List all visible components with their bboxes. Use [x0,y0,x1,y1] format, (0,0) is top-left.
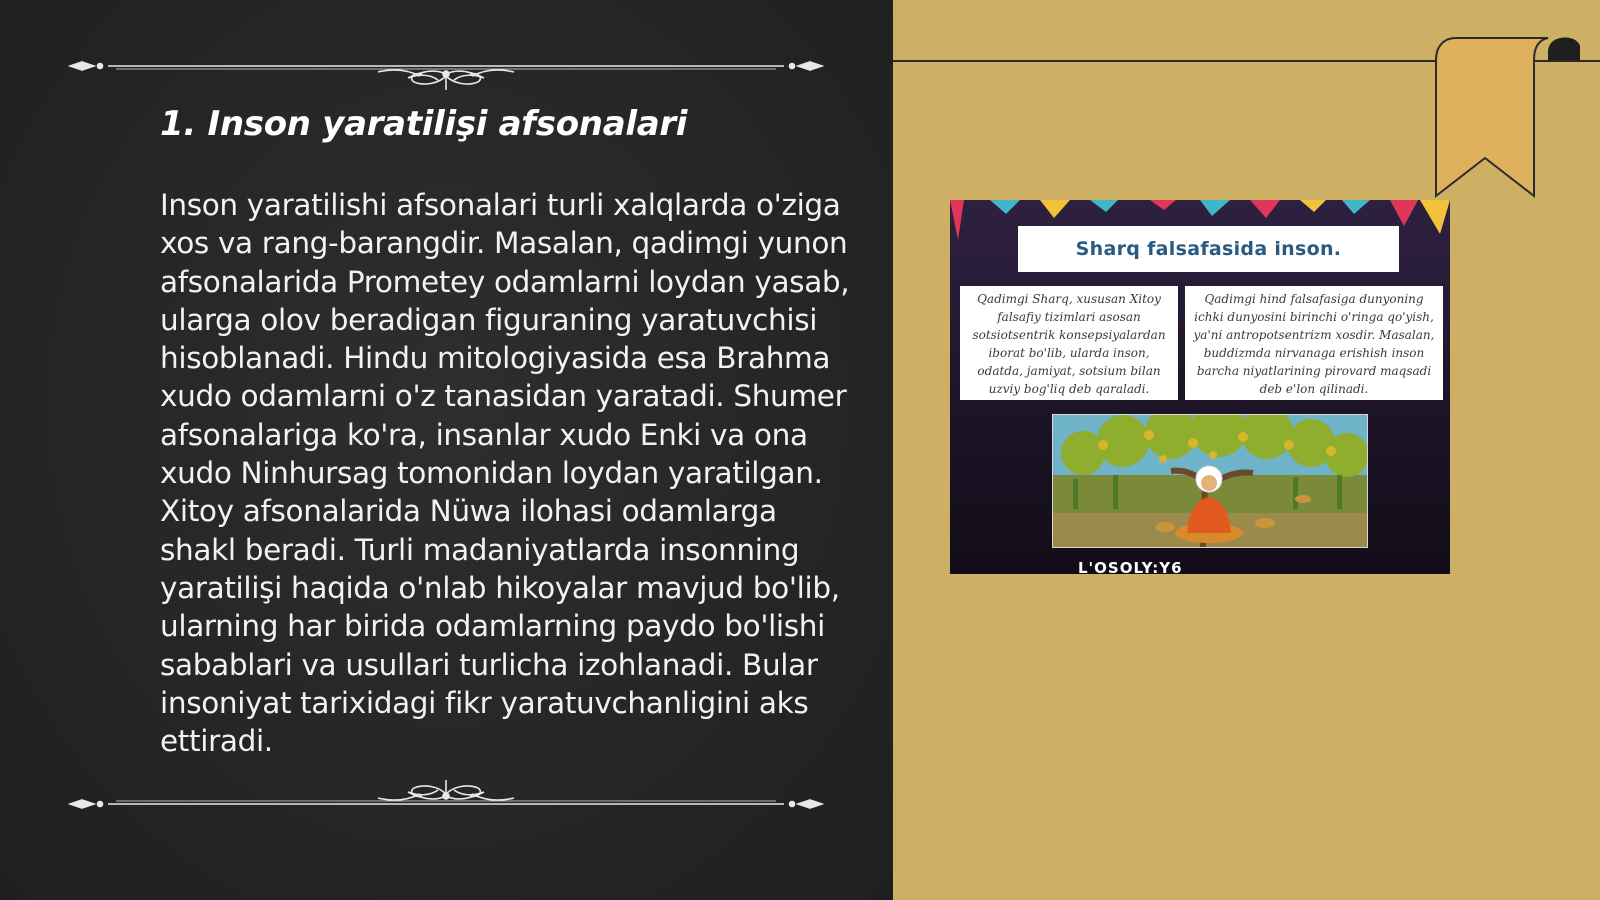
embedded-slide-image [950,200,1450,574]
bottom-ornament-icon [68,780,824,826]
image-footer-text: L'OSOLY:Y6 [1078,559,1183,574]
buddha-painting [1052,414,1368,548]
right-text-card: Qadimgi hind falsafasiga dunyoning ichki dunyosini birinchi o'ringa qo'yish, ya'ni antropotsentrizm xosdir. Masalan, buddizmda nirvanaga erishish inson barcha niyatlarining pirovard maqsadi deb e'lon qilinadi. [1185,286,1443,400]
left-text-card: Qadimgi Sharq, xususan Xitoy falsafiy tizimlari asosan sotsiotsentrik konsepsiyalardan iborat bo'lib, ularda inson, odatda, jamiyat, sotsium bilan uzviy bog'liq deb qaraladi. [960,286,1178,400]
bookmark-ribbon-icon [1430,36,1580,201]
image-heading: Sharq falsafasida inson. [1075,238,1342,260]
image-heading-box [1018,226,1399,272]
body-paragraph: Inson yaratilishi afsonalari turli xalqlarda o'ziga xos va rang-barangdir. Masalan, qadimgi yunon afsonalarida Prometey odamlarni loydan yasab, ularga olov beradigan figuraning yaratuvchisi hisoblanadi. Hindu mitologiyasida esa Brahma xudo odamlarni o'z tanasidan yaratadi. Shumer afsonalariga ko'ra, insanlar xudo Enki va ona xudo Ninhursag tomonidan loydan yaratilgan. Xitoy afsonalarida Nüwa ilohasi odamlarga shakl beradi. Turli madaniyatlarda insonning yaratilişi haqida o'nlab hikoyalar mavjud bo'lib, ularning har birida odamlarning paydo bo'lishi sabablari va usullari turlicha izohlanadi. Bular insoniyat tarixidagi fikr yaratuvchanligini aks ettiradi. [160,188,850,759]
top-ornament-icon [68,44,824,90]
slide-title: 1. Inson yaratilişi afsonalari [160,104,688,144]
